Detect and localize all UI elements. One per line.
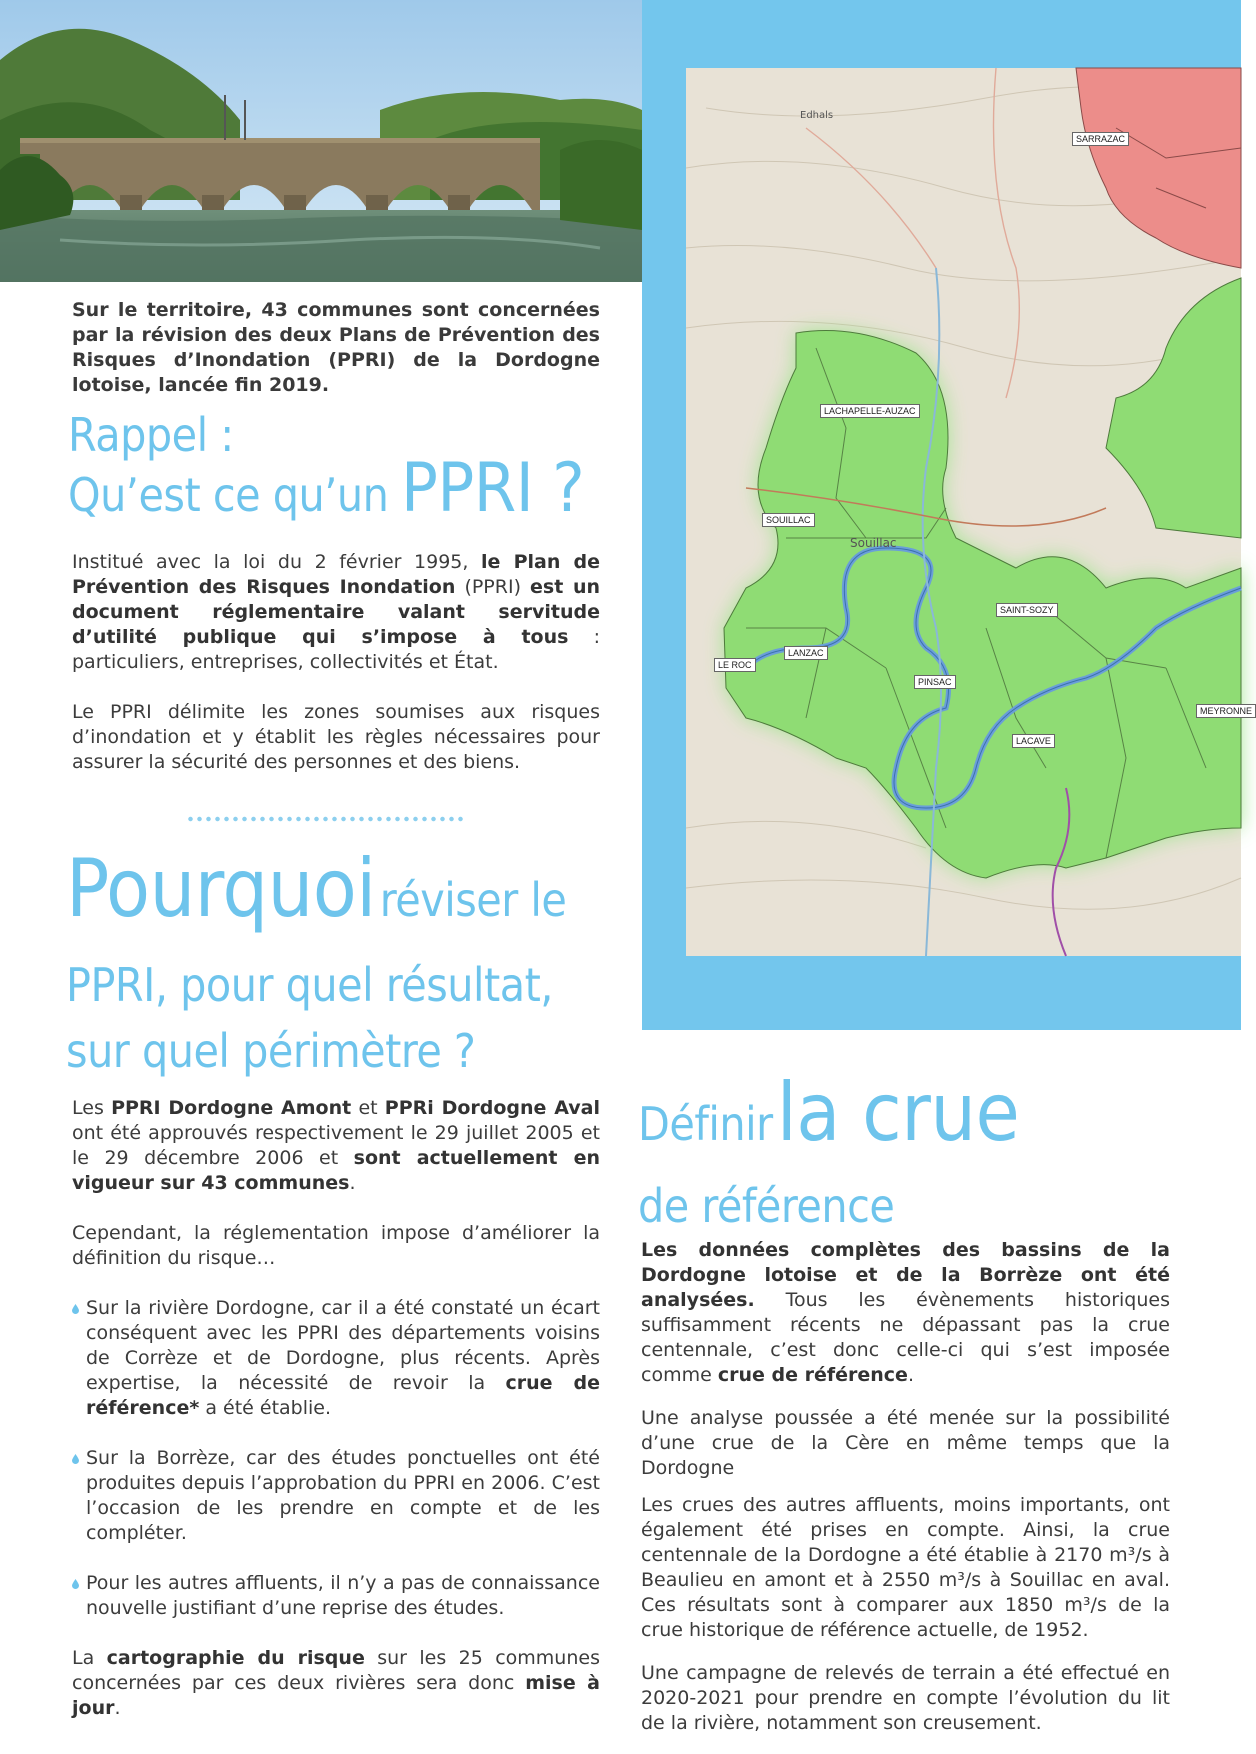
definir-body	[641, 1238, 1170, 1736]
bullet-dordogne-text: Sur la rivière Dordogne, car il a été constaté un écart conséquent avec les PPRI des départements voisins de Corrèze et de Dordogne, plus récents. Après expertise, la nécessité de revoir la	[86, 1297, 600, 1394]
pourquoi-paragraph-3	[72, 1646, 600, 1721]
bridge-photo-illustration	[0, 0, 642, 282]
water-drop-icon	[72, 1454, 79, 1464]
definir-paragraph-2: Une analyse poussée a été menée sur la possibilité d’une crue de la Cère en même temps que la Dordogne	[641, 1407, 1170, 1479]
rappel-paragraph-1	[72, 550, 600, 675]
rappel-p1-c: (PPRI)	[464, 576, 521, 598]
definir-paragraph-1	[641, 1238, 1170, 1388]
rappel-heading-ppri: PPRI ?	[400, 449, 585, 528]
rappel-paragraph-2: Le PPRI délimite les zones soumises aux risques d’inondation et y établit les règles nécessaires pour assurer la sécurité des personnes et des biens.	[72, 701, 600, 773]
pourquoi-p3-a: La	[72, 1647, 95, 1669]
pourquoi-bullet-list	[72, 1296, 600, 1621]
dotted-divider	[186, 816, 466, 822]
pourquoi-p3-c: sur les 25 communes concernées par ces deux rivières sera donc	[72, 1647, 600, 1694]
definir-p1-b: Tous les évènements historiques suffisamment récents ne dépassant pas la crue centennale, c’est donc celle-ci qui s’est imposée comme	[641, 1289, 1170, 1386]
bullet-affluents-text: Pour les autres affluents, il n’y a pas de connaissance nouvelle justifiant d’une reprise des études.	[86, 1572, 600, 1619]
pourquoi-heading	[66, 842, 567, 1084]
pourquoi-paragraph-1	[72, 1096, 600, 1196]
pourquoi-p1-c: et	[358, 1097, 378, 1119]
definir-heading-line2: de référence	[638, 1179, 895, 1233]
rappel-heading	[68, 408, 585, 528]
water-drop-icon	[72, 1579, 79, 1589]
pourquoi-heading-line3: sur quel périmètre ?	[66, 1024, 476, 1078]
pourquoi-p1-a: Les	[72, 1097, 104, 1119]
intro-paragraph	[72, 298, 600, 398]
pourquoi-p3-b: cartographie du risque	[106, 1647, 365, 1669]
definir-heading-small: Définir	[638, 1097, 773, 1151]
pourquoi-p1-b: PPRI Dordogne Amont	[111, 1097, 352, 1119]
bullet-borreze-text: Sur la Borrèze, car des études ponctuelles ont été produites depuis l’approbation du PPRI en 2006. C’est l’occasion de les prendre en compte et de les compléter.	[86, 1447, 600, 1544]
rappel-heading-line2: Qu’est ce qu’un	[68, 468, 389, 522]
pourquoi-p1-e: ont été approuvés respectivement le 29 juillet 2005 et le 29 décembre 2006 et	[72, 1122, 600, 1169]
map-faint-label-souillac: Souillac	[850, 536, 897, 550]
map-label-meyronne: MEYRONNE	[1196, 704, 1256, 718]
bullet-dordogne	[72, 1296, 600, 1421]
rappel-p1-d: est un document réglementaire valant servitude d’utilité publique qui s’impose à tous	[72, 576, 601, 648]
bullet-dordogne-bold: crue de référence*	[86, 1372, 600, 1419]
pourquoi-p3-e: .	[114, 1697, 121, 1719]
rappel-p1-b: le Plan de Prévention des Risques Inondation	[72, 551, 601, 598]
definir-heading-big: la crue	[776, 1066, 1020, 1159]
rappel-p1-e: : particuliers, entreprises, collectivités et État.	[72, 626, 600, 673]
rappel-body	[72, 550, 600, 775]
map-label-le-roc: LE ROC	[714, 658, 756, 672]
pourquoi-p1-g: .	[349, 1172, 356, 1194]
bullet-affluents	[72, 1571, 600, 1621]
map-faint-label-edhals: Edhals	[800, 110, 834, 121]
water-drop-icon	[72, 1304, 79, 1314]
rappel-heading-line1: Rappel :	[68, 408, 234, 462]
definir-paragraph-4: Une campagne de relevés de terrain a été effectué en 2020-2021 pour prendre en compte l’évolution du lit de la rivière, notamment son creusement.	[641, 1662, 1170, 1734]
pourquoi-p1-f: sont actuellement en vigueur sur 43 communes	[72, 1147, 600, 1194]
map-label-lachapelle-auzac: LACHAPELLE-AUZAC	[820, 404, 920, 418]
definir-heading	[638, 1066, 1020, 1234]
pourquoi-p1-d: PPRi Dordogne Aval	[384, 1097, 600, 1119]
rappel-p1-a: Institué avec la loi du 2 février 1995,	[72, 551, 469, 573]
map-label-sarrazac: SARRAZAC	[1072, 132, 1129, 146]
definir-p1-a: Les données complètes des bassins de la Dordogne lotoise et de la Borrèze ont été analysées.	[641, 1239, 1170, 1311]
map-label-souillac: SOUILLAC	[762, 513, 815, 527]
flood-zone-map	[686, 68, 1253, 956]
bullet-dordogne-end: a été établie.	[205, 1397, 332, 1419]
bridge-photo	[0, 0, 642, 282]
definir-p1-d: .	[907, 1364, 914, 1386]
bullet-borreze	[72, 1446, 600, 1546]
map-label-lanzac: LANZAC	[784, 646, 828, 660]
map-illustration	[686, 68, 1241, 956]
map-label-pinsac: PINSAC	[914, 675, 956, 689]
pourquoi-p3-d: mise à jour	[72, 1672, 600, 1719]
pourquoi-heading-small: réviser le	[379, 873, 567, 927]
definir-p1-c: crue de référence	[717, 1364, 908, 1386]
definir-paragraph-3: Les crues des autres affluents, moins importants, ont également été prises en compte. Ainsi, la crue centennale de la Dordogne a été établie à 2170 m³/s à Beaulieu en amont et à 2550 m³/s à Souillac en aval. Ces résultats sont à comparer aux 1850 m³/s de la crue historique de référence actuelle, de 1952.	[641, 1494, 1170, 1641]
intro-text: Sur le territoire, 43 communes sont concernées par la révision des deux Plans de Prévention des Risques d’Inondation (PPRI) de la Dordogne lotoise, lancée fin 2019.	[72, 299, 600, 396]
map-label-lacave: LACAVE	[1012, 734, 1055, 748]
map-label-saint-sozy: SAINT-SOZY	[996, 603, 1058, 617]
pourquoi-heading-line2: PPRI, pour quel résultat,	[66, 958, 553, 1012]
pourquoi-body	[72, 1096, 600, 1721]
pourquoi-paragraph-2: Cependant, la réglementation impose d’améliorer la définition du risque…	[72, 1222, 600, 1269]
pourquoi-heading-big: Pourquoi	[66, 842, 376, 935]
